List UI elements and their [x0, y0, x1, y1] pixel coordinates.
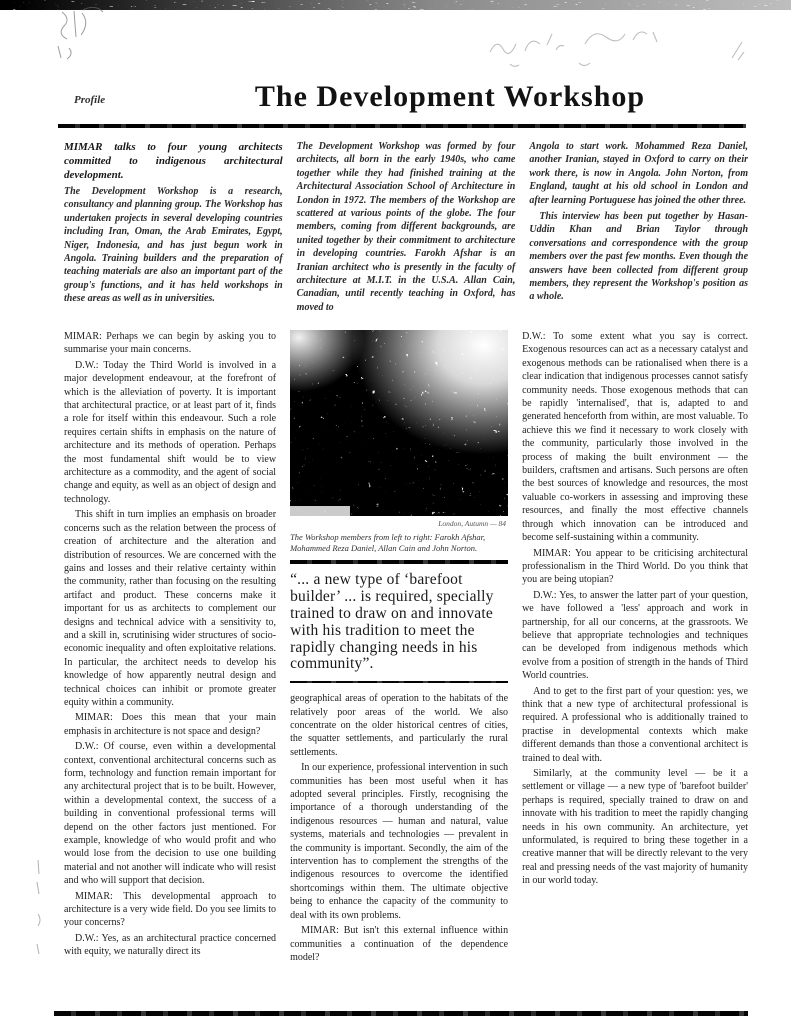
- pullquote-rule-bottom: [290, 681, 508, 683]
- intro-column-2: [297, 140, 516, 324]
- intro-lede: MIMAR talks to four young architects committed to indigenous architectural development.: [64, 141, 283, 181]
- body-paragraph: In our experience, professional intervention in such communities has been most useful when it has adopted several principles. Firstly, recognising the importance of a thorough understanding of the indigenous resources — human and natural, value systems, materials and technologies — prevalent in the community is important. Secondly, the aim of the intervention has to complement the strengths of the indigenous resources to overcome the identified shortcomings within them. The ultimate objective being to enhance the capacity of the community to deal with its own problems.: [290, 762, 509, 921]
- interview-answer: Similarly, at the community level — be it a settlement or village — a new type of 'barefoot builder' perhaps is required, specially trained to draw on and innovate with his tradition to meet the rapidly changing needs in his own community. An architecture, yet unformulated, is required to bring these together in a creative manner that will be directly relevant to the very real and pressing needs of the vast majority of humanity in our world today.: [522, 768, 748, 887]
- photo-caption: The Workshop members from left to right: Farokh Afshar, Mohammed Reza Daniel, Allan Cain and John Norton.: [290, 532, 486, 554]
- photo-credit: London, Autumn — 84: [438, 519, 507, 528]
- intro-column-1: [64, 140, 283, 324]
- article-title: The Development Workshop: [254, 80, 646, 113]
- interview-question: MIMAR: Does this mean that your main emphasis in architecture is not space and design?: [64, 712, 277, 737]
- interview-answer: D.W.: Today the Third World is involved in a major development endeavour, at the forefront of which is the alleviation of poverty. It is important that architectural practice, or at least part of it, finds a role for itself within this endeavour. Such a role requires certain shifts in emphasis on the nature of architecture and its methods of operation. Perhaps the most fundamental shift would be to view architecture as a commodity, and the agent of social change and equity, as well as an object of design and technology.: [64, 359, 277, 505]
- interview-answer: D.W.: To some extent what you say is correct. Exogenous resources can act as a necessary catalyst and exogenous methods can be rationalised when there is a clear indication that indigenous processes cannot satisfy community needs. Those exogenous methods that can be rapidly 'internalised', that is, adapted to and generated henceforth from within, are most valuable. To achieve this we find it necessary to work closely with the community, particularly those involved in the process of making the built environment — the builders, craftsmen and artisans. Such persons are often the best sources of knowledge and resources, the most valuable co-workers in assessing and improving these resources, and finally the most effective channels through which innovation can be introduced and become self-sustaining within a community.: [522, 331, 748, 544]
- interview-answer: D.W.: Yes, to answer the latter part of your question, we have followed a 'less' approach and work in partnership, for all our concerns, at the grassroots. We believe that appropriate technologies and techniques can be developed from indigenous methods which evolve from a position of strength in the hands of Third World countries.: [522, 589, 748, 682]
- interview-answer: This shift in turn implies an emphasis on broader concerns such as the relation between the process of creation of architecture and the alteration and distribution of resources. We are concerned with the gains and losses and their relative certainty within the community, rather than focusing on the resulting artifact and product. These concerns make it important for us as architects to complement our designs and technical advice with a sensitivity to, and a skill in, scrutinising wider structures of socio-economic inequality and often exploitative relations. In particular, the architect needs to develop his knowledge of how apparently neutral design and technical choices can inhibit or promote greater equity within a community.: [64, 509, 277, 708]
- intro-column-3: [529, 140, 748, 324]
- interview-question: MIMAR: You appear to be criticising architectural professionalism in the Third World. Do you think that you are being utopian?: [522, 547, 748, 586]
- scan-edge-noise: [0, 0, 791, 16]
- body-column-3: [522, 330, 748, 1008]
- footer-rule: [54, 1011, 748, 1016]
- interview-answer: D.W.: Yes, as an architectural practice concerned with equity, we naturally direct its: [64, 932, 277, 958]
- handwriting-note: [470, 14, 770, 74]
- interview-answer: D.W.: Of course, even within a developmental context, conventional architectural concerns such as form, technology and function remain important for any architectural project that is to be built. However, within a developmental context, the success of a building in conventional professional terms will depend on the other factors just mentioned. For example, knowledge of who would profit and who would lose from the decision to use one building material and not another will indicate who will resist and who will support that decision.: [64, 741, 277, 887]
- section-kicker: Profile: [74, 94, 106, 106]
- margin-marks: [30, 850, 50, 980]
- pullquote-rule-top: [290, 560, 508, 564]
- intro-paragraph: The Development Workshop was formed by four architects, all born in the early 1940s, who came together while they had finished training at the Architectural Association School of Architecture in London in 1972. The members of the Workshop are scattered at various points of the globe. The four members, coming from different backgrounds, are united together by their commitment to architecture in developing countries. Farokh Afshar is an Iranian architect who is presently in the faculty of architecture at M.I.T. in the U.S.A. Allan Cain, Canadian, until recently teaching in Oxford, has moved to: [296, 141, 516, 313]
- header-rule: [58, 124, 746, 128]
- body-column-2: [290, 330, 508, 1008]
- pull-quote: “... a new type of ‘barefoot builder’ ... is required, specially trained to draw on and innovate with his tradition to meet the rapidly changing needs in his community”.: [290, 571, 494, 673]
- interview-question: MIMAR: Perhaps we can begin by asking you to summarise your main concerns.: [64, 331, 277, 356]
- body-column-1: [64, 330, 276, 1008]
- body-paragraph: geographical areas of operation to the habitats of the relatively poor areas of the world. We also concentrate on the older historical centres of cities, the squatter settlements, and particularly the rural settlements.: [290, 693, 509, 758]
- interview-answer: And to get to the first part of your question: yes, we think that a new type of architectural professional is required. A professional who is additionally trained to practise in developmental contexts which make different demands than those a conventional architect is trained to deal with.: [522, 685, 748, 764]
- article-body: [64, 330, 748, 1008]
- interview-question: MIMAR: This developmental approach to architecture is a very wide field. Do you see limits to your concerns?: [64, 890, 277, 929]
- pencil-scribble: [28, 2, 148, 72]
- intro-section: [64, 140, 748, 324]
- interview-question: MIMAR: But isn't this external influence within communities a continuation of the dependence model?: [290, 925, 509, 963]
- intro-paragraph: This interview has been put together by Hasan-Uddin Khan and Brian Taylor through conversations and correspondence with the group members over the past few months. Even though the answers have been collected from different group members, they represent the Workshop's position as a whole.: [529, 211, 748, 303]
- intro-paragraph: Angola to start work. Mohammed Reza Daniel, another Iranian, stayed in Oxford to carry on their work there, is now in Angola. John Norton, from England, taught at his old school in London and after learning Portuguese has joined the other three.: [529, 141, 748, 206]
- group-photograph: [290, 330, 508, 516]
- intro-paragraph: The Development Workshop is a research, consultancy and planning group. The Workshop has undertaken projects in several developing countries including Iran, Oman, the Arab Emirates, Egypt, Niger, Indonesia, and has just begun work in Angola. Training builders and the preparation of teaching materials are also an important part of the group's functions, and it has held workshops in these areas as well as in universities.: [64, 186, 283, 305]
